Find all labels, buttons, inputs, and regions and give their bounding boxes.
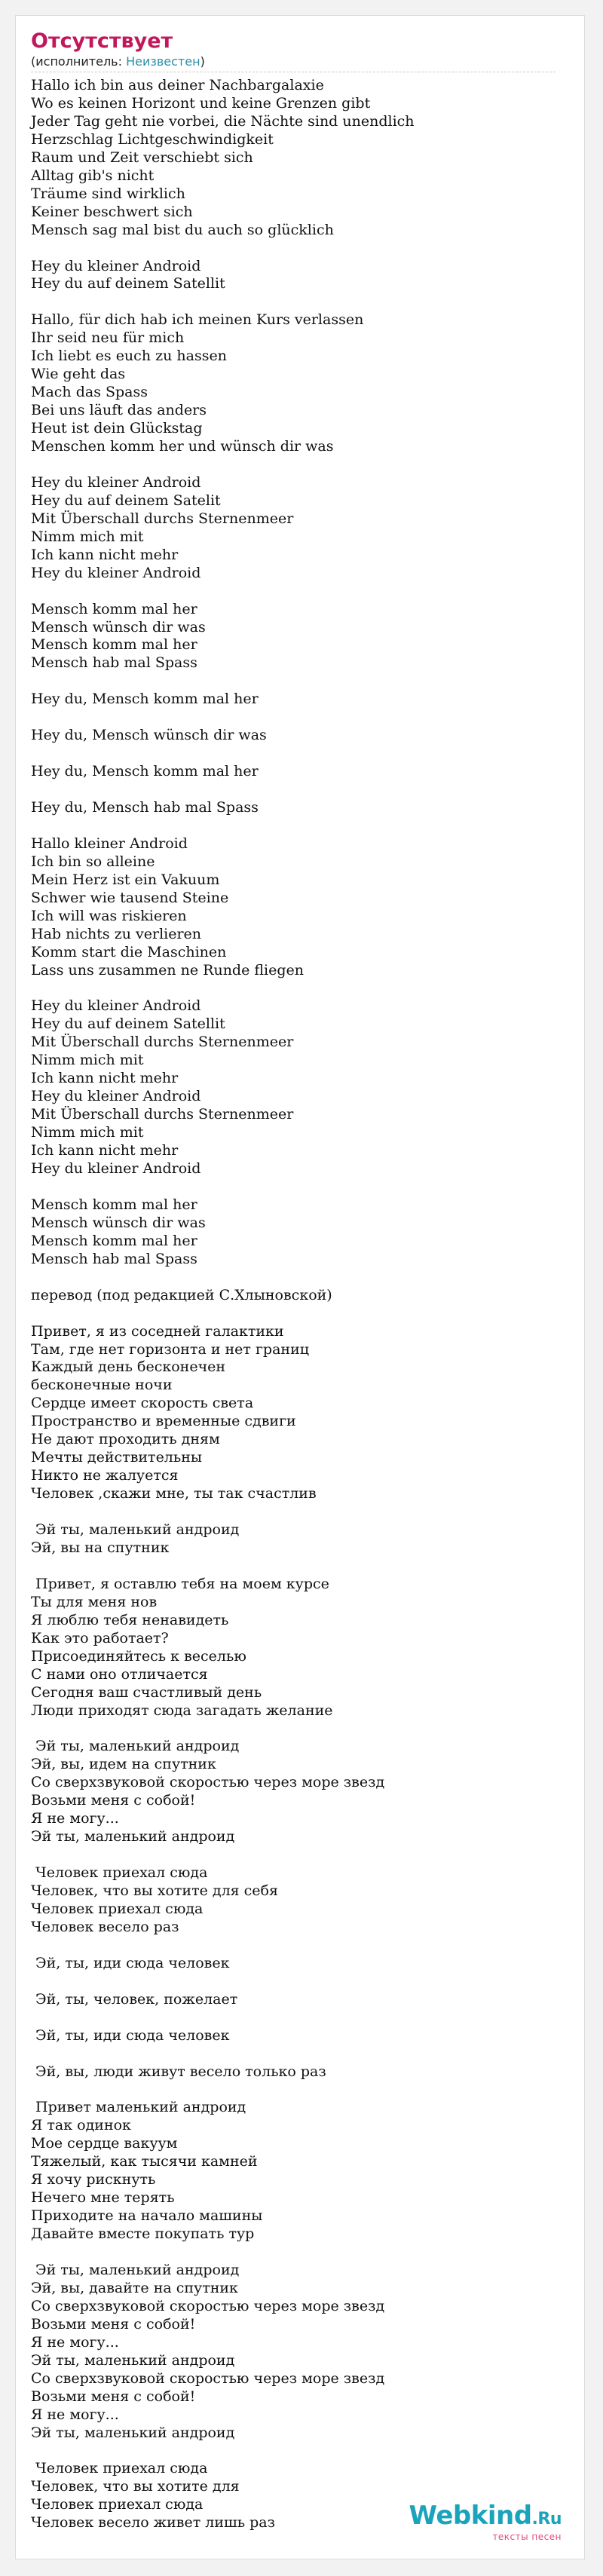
lyric-line: Привет, я из соседней галактики <box>31 1322 284 1340</box>
lyric-line: Привет, я оставлю тебя на моем курсе <box>31 1575 329 1592</box>
lyric-line: Lass uns zusammen ne Runde fliegen <box>31 961 305 979</box>
lyric-line: Mein Herz ist ein Vakuum <box>31 871 220 888</box>
site-logo[interactable] <box>409 2502 562 2542</box>
lyric-line: Mensch hab mal Spass <box>31 1250 197 1267</box>
lyric-line: Mensch sag mal bist du auch so glücklich <box>31 221 334 238</box>
logo-wordmark <box>409 2502 562 2533</box>
lyric-line: Давайте вместе покупать тур <box>31 2225 255 2243</box>
lyric-line: Ich kann nicht mehr <box>31 1142 179 1159</box>
lyric-line <box>31 817 571 835</box>
lyric-line: Mensch hab mal Spass <box>31 654 197 672</box>
lyric-line: Hey du auf deinem Satellit <box>31 275 225 293</box>
lyric-line: Эй ты, маленький андроид <box>31 2424 235 2441</box>
lyric-line <box>31 2244 571 2262</box>
lyric-line: Нечего мне терять <box>31 2189 175 2207</box>
lyric-line: Эй ты, маленький андроид <box>31 2351 235 2369</box>
lyric-line: Mit Überschall durchs Sternenmeer <box>31 1106 294 1123</box>
song-title: Отсутствует <box>31 29 173 53</box>
lyric-line: Mensch komm mal her <box>31 1196 197 1213</box>
lyric-line: Mach das Spass <box>31 384 148 401</box>
lyric-line: Человек приехал сюда <box>31 1864 208 1882</box>
lyric-line: Мое сердце вакуум <box>31 2135 178 2152</box>
lyric-line: Wie geht das <box>31 366 126 383</box>
lyric-line: Mensch komm mal her <box>31 1232 197 1249</box>
lyric-line: Ich liebt es euch zu hassen <box>31 348 227 365</box>
lyric-line: Ich kann nicht mehr <box>31 546 179 563</box>
lyric-line: Heut ist dein Glückstag <box>31 420 203 437</box>
lyric-line: Я не могу... <box>31 2406 119 2423</box>
lyric-line: Как это работает? <box>31 1629 169 1646</box>
lyric-line: Hallo, für dich hab ich meinen Kurs verlassen <box>31 311 364 329</box>
lyric-line: Mensch komm mal her <box>31 600 197 617</box>
lyric-line <box>31 709 571 727</box>
lyric-line: бесконечные ночи <box>31 1377 173 1394</box>
lyric-line: Человек, что вы хотите для себя <box>31 1882 278 1900</box>
lyric-line: Приходите на начало машины <box>31 2207 263 2225</box>
lyric-line <box>31 1937 571 1955</box>
lyric-line <box>31 1846 571 1864</box>
lyric-line: Hab nichts zu verlieren <box>31 925 202 942</box>
lyric-line <box>31 1558 571 1576</box>
lyric-line: Там, где нет горизонта и нет границ <box>31 1340 309 1358</box>
lyric-line: Я люблю тебя ненавидеть <box>31 1611 229 1628</box>
lyric-line: Человек приехал сюда <box>31 2496 204 2513</box>
lyric-line <box>31 2081 571 2099</box>
lyric-line <box>31 672 571 691</box>
lyric-line: Я не могу... <box>31 2333 119 2351</box>
lyric-line: Nimm mich mit <box>31 1124 144 1141</box>
lyric-line <box>31 456 571 474</box>
lyric-line: Люди приходят сюда загадать желание <box>31 1702 333 1719</box>
lyric-line: Эй, ты, иди сюда человек <box>31 2026 230 2044</box>
lyric-line: Эй ты, маленький андроид <box>31 1521 240 1539</box>
lyric-line: Hey du kleiner Android <box>31 257 201 274</box>
lyric-line: Эй, вы, идем на спутник <box>31 1756 216 1773</box>
lyric-line <box>31 583 571 601</box>
lyric-line <box>31 745 571 763</box>
lyric-line <box>31 980 571 998</box>
lyric-line: Тяжелый, как тысячи камней <box>31 2153 258 2170</box>
lyric-line <box>31 240 571 258</box>
lyric-line: Hey du kleiner Android <box>31 1160 201 1178</box>
lyric-line: Jeder Tag geht nie vorbei, die Nächte sind unendlich <box>31 112 415 130</box>
lyric-line: Raum und Zeit verschiebt sich <box>31 149 253 166</box>
lyric-line: Возьми меня с собой! <box>31 2388 196 2405</box>
lyric-line: Nimm mich mit <box>31 1052 144 1069</box>
lyric-line: Menschen komm her und wünsch dir was <box>31 438 334 455</box>
lyric-line: Ihr seid neu für mich <box>31 329 185 347</box>
lyric-line: Herzschlag Lichtgeschwindigkeit <box>31 130 274 148</box>
lyric-line: Hallo ich bin aus deiner Nachbargalaxie <box>31 77 324 93</box>
lyric-line: Mit Überschall durchs Sternenmeer <box>31 510 294 527</box>
lyric-line: Hey du, Mensch komm mal her <box>31 763 259 780</box>
lyric-line: Сегодня ваш счастливый день <box>31 1683 262 1701</box>
logo-main-text: Webkind <box>409 2501 532 2531</box>
logo-tld: .Ru <box>531 2510 562 2529</box>
lyric-line: Мечты действительны <box>31 1449 203 1466</box>
lyric-line: Возьми меня с собой! <box>31 1792 196 1809</box>
lyrics-card <box>15 15 585 2559</box>
artist-prefix: (исполнитель: <box>31 54 127 69</box>
lyric-line: Эй ты, маленький андроид <box>31 1828 235 1845</box>
lyric-line: Присоединяйтесь к веселью <box>31 1647 246 1665</box>
lyric-line: Alltag gib's nicht <box>31 167 155 184</box>
lyric-line: Не дают проходить дням <box>31 1431 220 1448</box>
artist-link[interactable]: Неизвестен <box>126 54 200 69</box>
lyric-line: Привет маленький андроид <box>31 2099 246 2116</box>
lyric-line: Человек приехал сюда <box>31 1901 204 1917</box>
lyric-line: Ты для меня нов <box>31 1593 158 1610</box>
lyrics-text <box>31 77 571 2532</box>
lyric-line: Возьми меня с собой! <box>31 2315 196 2332</box>
lyric-line: Я не могу... <box>31 1810 119 1827</box>
lyric-line: Ich kann nicht mehr <box>31 1070 179 1087</box>
lyric-line: Hey du, Mensch komm mal her <box>31 691 259 708</box>
lyric-line <box>31 2045 571 2063</box>
lyric-line: Hey du, Mensch wünsch dir was <box>31 727 267 744</box>
lyric-line <box>31 1269 571 1287</box>
lyric-line: Со сверхзвуковой скоростью через море звезд <box>31 1774 385 1791</box>
lyric-line: Человек ,скажи мне, ты так счастлив <box>31 1485 317 1502</box>
lyric-line: Человек, что вы хотите для <box>31 2478 240 2495</box>
lyric-line: Mensch wünsch dir was <box>31 618 206 636</box>
lyric-line: Schwer wie tausend Steine <box>31 889 229 906</box>
lyric-line: Пространство и временные сдвиги <box>31 1413 296 1430</box>
lyric-line: Nimm mich mit <box>31 528 144 545</box>
lyric-line <box>31 1720 571 1738</box>
lyric-line: Эй ты, маленький андроид <box>31 1738 240 1755</box>
lyric-line <box>31 781 571 799</box>
lyric-line: Человек приехал сюда <box>31 2460 208 2477</box>
lyric-line: Человек весело раз <box>31 1918 179 1935</box>
lyric-line: Эй, вы, люди живут весело только раз <box>31 2063 326 2080</box>
lyric-line: Со сверхзвуковой скоростью через море звезд <box>31 2297 385 2314</box>
lyric-line: Человек весело живет лишь раз <box>31 2514 275 2532</box>
lyric-line: Hallo kleiner Android <box>31 835 188 852</box>
lyric-line: Никто не жалуется <box>31 1467 179 1484</box>
lyric-line: Эй, ты, иди сюда человек <box>31 1954 230 1971</box>
lyric-line <box>31 1305 571 1323</box>
lyric-line: Каждый день бесконечен <box>31 1358 226 1376</box>
lyric-line: Komm start die Maschinen <box>31 943 227 960</box>
lyric-line: перевод (под редакцией С.Хлыновской) <box>31 1286 332 1303</box>
lyric-line: Я так одинок <box>31 2117 131 2134</box>
lyric-line: Hey du auf deinem Satelit <box>31 492 221 509</box>
lyric-line: Hey du, Mensch hab mal Spass <box>31 799 259 816</box>
lyric-line: Hey du kleiner Android <box>31 997 201 1015</box>
lyric-line <box>31 2009 571 2027</box>
lyric-line: С нами оно отличается <box>31 1665 208 1683</box>
artist-line <box>31 54 556 72</box>
artist-suffix: ) <box>200 54 205 69</box>
lyric-line: Hey du auf deinem Satellit <box>31 1015 225 1033</box>
lyric-line <box>31 1973 571 1991</box>
logo-tagline: тексты песен <box>492 2532 562 2542</box>
lyric-line: Эй, вы, давайте на спутник <box>31 2279 238 2296</box>
lyric-line: Ich will was riskieren <box>31 907 187 924</box>
lyric-line <box>31 293 571 311</box>
lyric-line: Ich bin so alleine <box>31 853 155 870</box>
lyric-line: Hey du kleiner Android <box>31 564 201 581</box>
lyric-line: Эй, ты, человек, пожелает <box>31 1990 238 2008</box>
lyric-line: Сердце имеет скорость света <box>31 1395 254 1412</box>
lyric-line: Träume sind wirklich <box>31 185 185 202</box>
lyric-line <box>31 2443 571 2461</box>
lyric-line: Я хочу рискнуть <box>31 2171 156 2189</box>
lyric-line: Keiner beschwert sich <box>31 203 193 220</box>
lyric-line: Эй, вы на спутник <box>31 1539 170 1556</box>
lyric-line: Со сверхзвуковой скоростью через море звезд <box>31 2369 385 2387</box>
lyric-line <box>31 1503 571 1521</box>
lyric-line: Mensch komm mal her <box>31 636 197 654</box>
lyric-line: Hey du kleiner Android <box>31 473 201 491</box>
lyric-line: Bei uns läuft das anders <box>31 402 207 419</box>
lyric-line: Mit Überschall durchs Sternenmeer <box>31 1034 294 1051</box>
lyric-line <box>31 1178 571 1196</box>
lyric-line: Эй ты, маленький андроид <box>31 2261 240 2278</box>
lyric-line: Wo es keinen Horizont und keine Grenzen gibt <box>31 94 371 112</box>
lyric-line: Mensch wünsch dir was <box>31 1214 206 1231</box>
lyric-line: Hey du kleiner Android <box>31 1088 201 1105</box>
